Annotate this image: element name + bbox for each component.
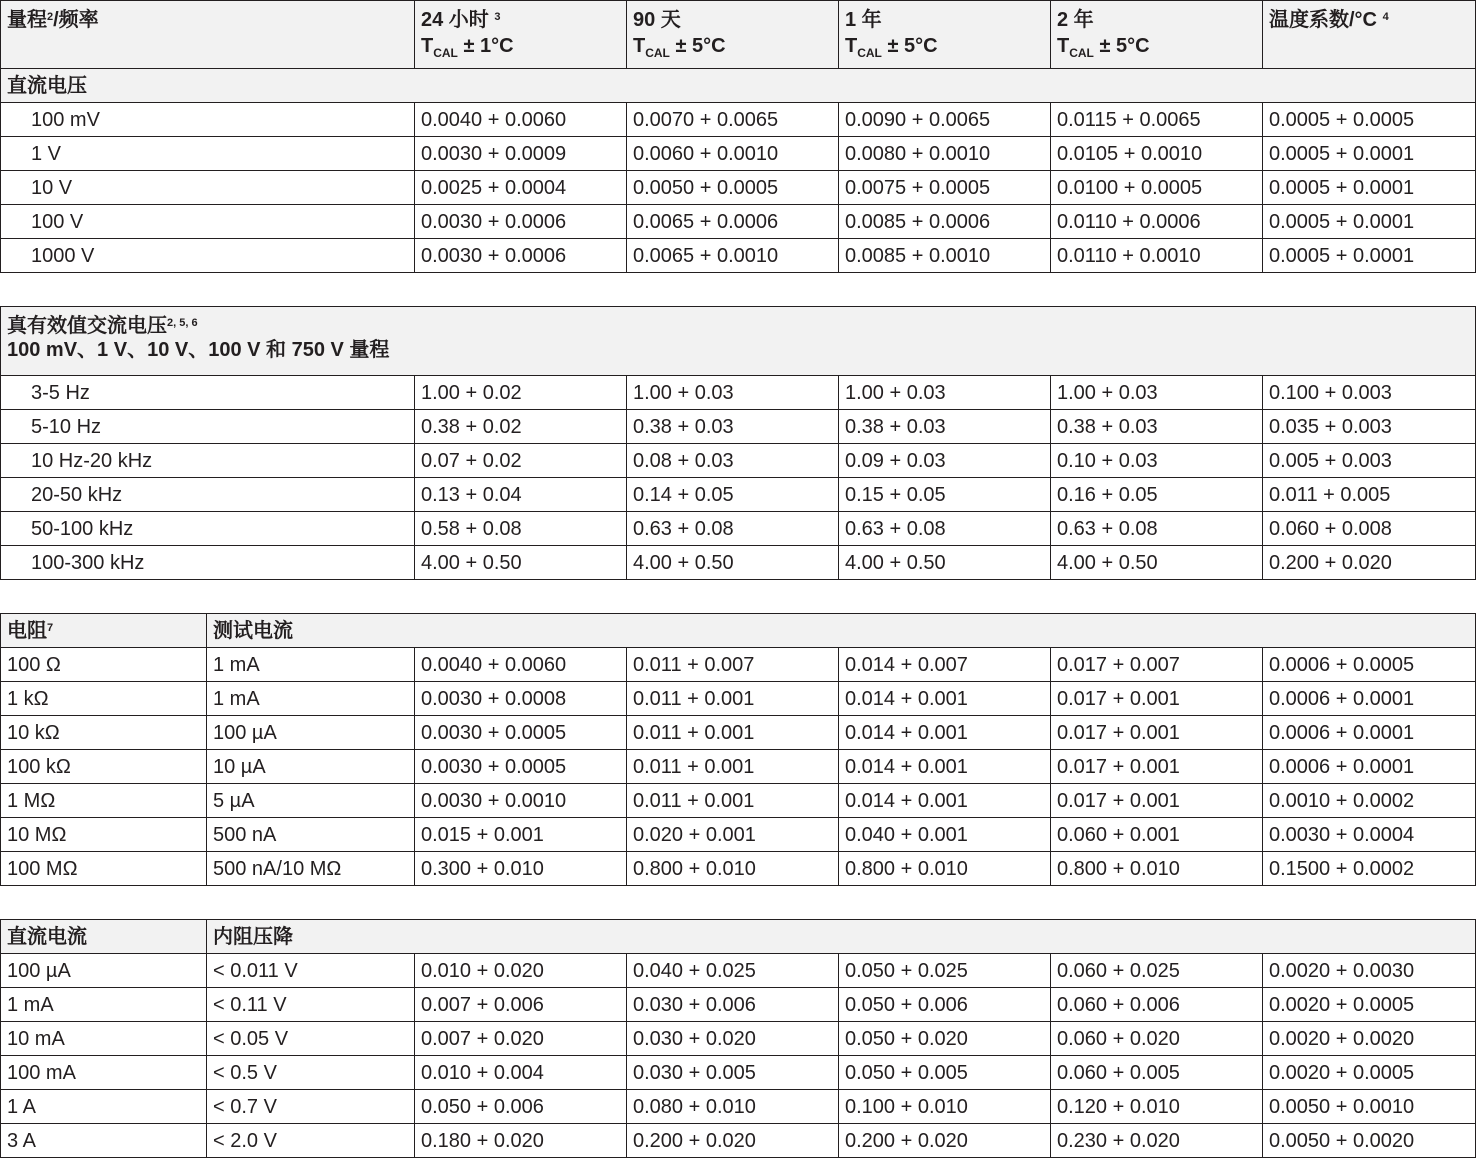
table-cell: 3 A	[1, 1124, 207, 1158]
table-cell: 0.1500 + 0.0002	[1263, 852, 1476, 886]
table-row	[1, 988, 1476, 1022]
table-cell: 0.011 + 0.005	[1263, 478, 1476, 512]
table-cell: 0.040 + 0.025	[627, 954, 839, 988]
table-cell: 0.060 + 0.008	[1263, 512, 1476, 546]
table-cell: 5-10 Hz	[1, 410, 415, 444]
table-cell: 500 nA/10 MΩ	[207, 852, 415, 886]
table-cell: < 0.11 V	[207, 988, 415, 1022]
table-cell: 1 mA	[1, 988, 207, 1022]
table-cell: 0.300 + 0.010	[415, 852, 627, 886]
table-cell: 0.014 + 0.001	[839, 784, 1051, 818]
table-cell: 0.030 + 0.006	[627, 988, 839, 1022]
table-cell: 0.017 + 0.001	[1051, 682, 1263, 716]
table-cell: 0.08 + 0.03	[627, 444, 839, 478]
table-cell: 50-100 kHz	[1, 512, 415, 546]
header-temp-coef: 温度系数/°C $^4$	[1263, 1, 1476, 69]
table-row	[1, 750, 1476, 784]
table-row	[1, 512, 1476, 546]
table-cell: 0.230 + 0.020	[1051, 1124, 1263, 1158]
table-cell: 0.050 + 0.020	[839, 1022, 1051, 1056]
table-cell: 0.0040 + 0.0060	[415, 648, 627, 682]
table-cell: 1.00 + 0.03	[627, 376, 839, 410]
table-cell: 0.38 + 0.03	[1051, 410, 1263, 444]
table-cell: 0.800 + 0.010	[839, 852, 1051, 886]
table-cell: 0.58 + 0.08	[415, 512, 627, 546]
header-90d: 90 天 $T_{CAL} \pm 5^\circ C$	[627, 1, 839, 69]
spacer	[1, 273, 1476, 307]
table-row	[1, 546, 1476, 580]
table-cell: 0.200 + 0.020	[839, 1124, 1051, 1158]
table-cell: 0.0030 + 0.0006	[415, 205, 627, 239]
table-cell: 1.00 + 0.02	[415, 376, 627, 410]
table-row	[1, 716, 1476, 750]
section-dc-current	[1, 920, 1476, 954]
table-cell: 100-300 kHz	[1, 546, 415, 580]
table-cell: 1.00 + 0.03	[839, 376, 1051, 410]
section-subheader: 内阻压降	[207, 920, 1476, 954]
table-cell: 0.015 + 0.001	[415, 818, 627, 852]
table-cell: 0.800 + 0.010	[1051, 852, 1263, 886]
table-cell: 0.0080 + 0.0010	[839, 137, 1051, 171]
table-cell: 4.00 + 0.50	[627, 546, 839, 580]
table-cell: 4.00 + 0.50	[415, 546, 627, 580]
table-cell: 100 µA	[207, 716, 415, 750]
table-cell: 0.100 + 0.010	[839, 1090, 1051, 1124]
table-cell: 0.011 + 0.001	[627, 716, 839, 750]
table-cell: 0.014 + 0.001	[839, 716, 1051, 750]
table-cell: 0.0065 + 0.0010	[627, 239, 839, 273]
table-cell: 0.005 + 0.003	[1263, 444, 1476, 478]
table-cell: 0.035 + 0.003	[1263, 410, 1476, 444]
table-cell: 0.050 + 0.006	[839, 988, 1051, 1022]
table-cell: < 0.7 V	[207, 1090, 415, 1124]
table-row	[1, 137, 1476, 171]
table-row	[1, 1124, 1476, 1158]
table-row	[1, 103, 1476, 137]
table-cell: 100 mV	[1, 103, 415, 137]
table-cell: 0.017 + 0.001	[1051, 750, 1263, 784]
spacer	[1, 580, 1476, 614]
table-cell: 0.0006 + 0.0001	[1263, 750, 1476, 784]
table-cell: 0.014 + 0.001	[839, 682, 1051, 716]
table-cell: 0.0040 + 0.0060	[415, 103, 627, 137]
table-cell: 0.800 + 0.010	[627, 852, 839, 886]
table-cell: 0.007 + 0.020	[415, 1022, 627, 1056]
table-cell: 0.0020 + 0.0005	[1263, 1056, 1476, 1090]
table-row	[1, 852, 1476, 886]
section-subheader: 测试电流	[207, 614, 1476, 648]
table-cell: 100 kΩ	[1, 750, 207, 784]
table-cell: 0.050 + 0.025	[839, 954, 1051, 988]
header-row	[1, 1, 1476, 69]
table-row	[1, 784, 1476, 818]
table-cell: 1 kΩ	[1, 682, 207, 716]
table-cell: 1 A	[1, 1090, 207, 1124]
table-cell: 0.0030 + 0.0008	[415, 682, 627, 716]
table-cell: 0.0050 + 0.0010	[1263, 1090, 1476, 1124]
section-ac-voltage	[1, 307, 1476, 376]
table-cell: 0.09 + 0.03	[839, 444, 1051, 478]
table-cell: 0.0050 + 0.0020	[1263, 1124, 1476, 1158]
table-cell: 0.011 + 0.007	[627, 648, 839, 682]
table-cell: 5 µA	[207, 784, 415, 818]
header-1y: 1 年 $T_{CAL} \pm 5^\circ C$	[839, 1, 1051, 69]
table-cell: 0.63 + 0.08	[1051, 512, 1263, 546]
table-cell: 0.0010 + 0.0002	[1263, 784, 1476, 818]
table-cell: 0.007 + 0.006	[415, 988, 627, 1022]
table-cell: 10 Hz-20 kHz	[1, 444, 415, 478]
table-cell: 0.030 + 0.005	[627, 1056, 839, 1090]
table-cell: 0.38 + 0.02	[415, 410, 627, 444]
table-cell: 0.010 + 0.004	[415, 1056, 627, 1090]
table-cell: < 0.05 V	[207, 1022, 415, 1056]
table-cell: 10 mA	[1, 1022, 207, 1056]
table-cell: 0.060 + 0.006	[1051, 988, 1263, 1022]
table-cell: 1 mA	[207, 648, 415, 682]
table-cell: 0.0005 + 0.0001	[1263, 205, 1476, 239]
table-row	[1, 410, 1476, 444]
header-range: 量程$^2$/频率	[1, 1, 415, 69]
table-cell: 1.00 + 0.03	[1051, 376, 1263, 410]
table-cell: 0.63 + 0.08	[839, 512, 1051, 546]
table-cell: 0.080 + 0.010	[627, 1090, 839, 1124]
table-cell: 0.15 + 0.05	[839, 478, 1051, 512]
table-cell: 0.030 + 0.020	[627, 1022, 839, 1056]
table-cell: 0.017 + 0.001	[1051, 716, 1263, 750]
table-cell: 4.00 + 0.50	[1051, 546, 1263, 580]
table-cell: 10 µA	[207, 750, 415, 784]
table-cell: 0.0060 + 0.0010	[627, 137, 839, 171]
table-cell: 0.63 + 0.08	[627, 512, 839, 546]
table-cell: 0.10 + 0.03	[1051, 444, 1263, 478]
table-cell: 0.060 + 0.005	[1051, 1056, 1263, 1090]
table-cell: 0.0006 + 0.0001	[1263, 716, 1476, 750]
section-gap	[1, 273, 1476, 307]
table-cell: 3-5 Hz	[1, 376, 415, 410]
table-cell: 0.014 + 0.001	[839, 750, 1051, 784]
table-cell: 0.0085 + 0.0006	[839, 205, 1051, 239]
table-cell: 0.0090 + 0.0065	[839, 103, 1051, 137]
table-cell: 0.0110 + 0.0010	[1051, 239, 1263, 273]
table-cell: < 0.5 V	[207, 1056, 415, 1090]
table-cell: 0.0030 + 0.0006	[415, 239, 627, 273]
table-cell: 4.00 + 0.50	[839, 546, 1051, 580]
table-cell: 100 V	[1, 205, 415, 239]
table-cell: 0.200 + 0.020	[627, 1124, 839, 1158]
table-row	[1, 478, 1476, 512]
table-cell: 0.0020 + 0.0005	[1263, 988, 1476, 1022]
table-row	[1, 954, 1476, 988]
header-2y: 2 年 $T_{CAL} \pm 5^\circ C$	[1051, 1, 1263, 69]
table-cell: 10 MΩ	[1, 818, 207, 852]
table-cell: 0.0005 + 0.0005	[1263, 103, 1476, 137]
table-row	[1, 239, 1476, 273]
table-cell: 0.011 + 0.001	[627, 750, 839, 784]
table-cell: 0.020 + 0.001	[627, 818, 839, 852]
header-24h: 24 小时 $^3$ $T_{CAL} \pm 1^\circ C$	[415, 1, 627, 69]
table-cell: 0.14 + 0.05	[627, 478, 839, 512]
table-row	[1, 376, 1476, 410]
table-cell: 0.050 + 0.006	[415, 1090, 627, 1124]
section-dc-voltage	[1, 69, 1476, 103]
table-cell: 0.014 + 0.007	[839, 648, 1051, 682]
section-title: 真有效值交流电压$^{2, 5, 6}$ 100 mV、1 V、10 V、100 V 和 750 V 量程	[1, 307, 1476, 376]
table-cell: 0.180 + 0.020	[415, 1124, 627, 1158]
table-cell: 0.011 + 0.001	[627, 784, 839, 818]
table-cell: 0.0075 + 0.0005	[839, 171, 1051, 205]
table-row	[1, 1090, 1476, 1124]
table-cell: 0.0030 + 0.0010	[415, 784, 627, 818]
table-row	[1, 1056, 1476, 1090]
table-cell: 0.0030 + 0.0009	[415, 137, 627, 171]
table-cell: 1 mA	[207, 682, 415, 716]
table-cell: 0.16 + 0.05	[1051, 478, 1263, 512]
table-cell: 0.060 + 0.025	[1051, 954, 1263, 988]
table-cell: 0.060 + 0.020	[1051, 1022, 1263, 1056]
table-cell: 20-50 kHz	[1, 478, 415, 512]
table-cell: 0.0005 + 0.0001	[1263, 137, 1476, 171]
table-cell: 100 MΩ	[1, 852, 207, 886]
section-title: 直流电流	[1, 920, 207, 954]
table-cell: 0.050 + 0.005	[839, 1056, 1051, 1090]
table-cell: 0.0005 + 0.0001	[1263, 171, 1476, 205]
table-row	[1, 818, 1476, 852]
table-cell: 0.011 + 0.001	[627, 682, 839, 716]
table-cell: 0.0085 + 0.0010	[839, 239, 1051, 273]
table-cell: 0.0025 + 0.0004	[415, 171, 627, 205]
section-gap	[1, 580, 1476, 614]
table-cell: 0.38 + 0.03	[627, 410, 839, 444]
table-cell: 0.0050 + 0.0005	[627, 171, 839, 205]
table-cell: 100 µA	[1, 954, 207, 988]
table-cell: 1 MΩ	[1, 784, 207, 818]
section-title: 直流电压	[1, 69, 1476, 103]
table-row	[1, 648, 1476, 682]
table-cell: 0.0030 + 0.0004	[1263, 818, 1476, 852]
section-resistance	[1, 614, 1476, 648]
table-row	[1, 171, 1476, 205]
table-cell: 0.120 + 0.010	[1051, 1090, 1263, 1124]
table-cell: 0.0006 + 0.0001	[1263, 682, 1476, 716]
table-cell: 0.0105 + 0.0010	[1051, 137, 1263, 171]
table-cell: 100 Ω	[1, 648, 207, 682]
table-cell: 0.0115 + 0.0065	[1051, 103, 1263, 137]
table-cell: 500 nA	[207, 818, 415, 852]
table-cell: 0.040 + 0.001	[839, 818, 1051, 852]
table-row	[1, 1022, 1476, 1056]
table-cell: 0.0070 + 0.0065	[627, 103, 839, 137]
table-cell: 1 V	[1, 137, 415, 171]
table-cell: 0.0100 + 0.0005	[1051, 171, 1263, 205]
table-cell: 0.017 + 0.007	[1051, 648, 1263, 682]
table-cell: 0.010 + 0.020	[415, 954, 627, 988]
table-cell: 0.0020 + 0.0020	[1263, 1022, 1476, 1056]
table-cell: 10 V	[1, 171, 415, 205]
table-cell: 0.13 + 0.04	[415, 478, 627, 512]
table-cell: 0.200 + 0.020	[1263, 546, 1476, 580]
table-cell: 0.07 + 0.02	[415, 444, 627, 478]
table-cell: 0.0005 + 0.0001	[1263, 239, 1476, 273]
table-cell: 100 mA	[1, 1056, 207, 1090]
table-cell: 0.38 + 0.03	[839, 410, 1051, 444]
table-cell: 0.0020 + 0.0030	[1263, 954, 1476, 988]
table-row	[1, 444, 1476, 478]
table-cell: 1000 V	[1, 239, 415, 273]
table-cell: 0.0030 + 0.0005	[415, 716, 627, 750]
spacer	[1, 886, 1476, 920]
table-row	[1, 205, 1476, 239]
section-gap	[1, 886, 1476, 920]
table-cell: 10 kΩ	[1, 716, 207, 750]
table-cell: 0.0030 + 0.0005	[415, 750, 627, 784]
table-cell: < 2.0 V	[207, 1124, 415, 1158]
table-cell: 0.0065 + 0.0006	[627, 205, 839, 239]
table-cell: < 0.011 V	[207, 954, 415, 988]
table-cell: 0.0110 + 0.0006	[1051, 205, 1263, 239]
table-cell: 0.017 + 0.001	[1051, 784, 1263, 818]
table-cell: 0.0006 + 0.0005	[1263, 648, 1476, 682]
section-title: 电阻$^7$	[1, 614, 207, 648]
table-cell: 0.100 + 0.003	[1263, 376, 1476, 410]
table-row	[1, 682, 1476, 716]
table-cell: 0.060 + 0.001	[1051, 818, 1263, 852]
